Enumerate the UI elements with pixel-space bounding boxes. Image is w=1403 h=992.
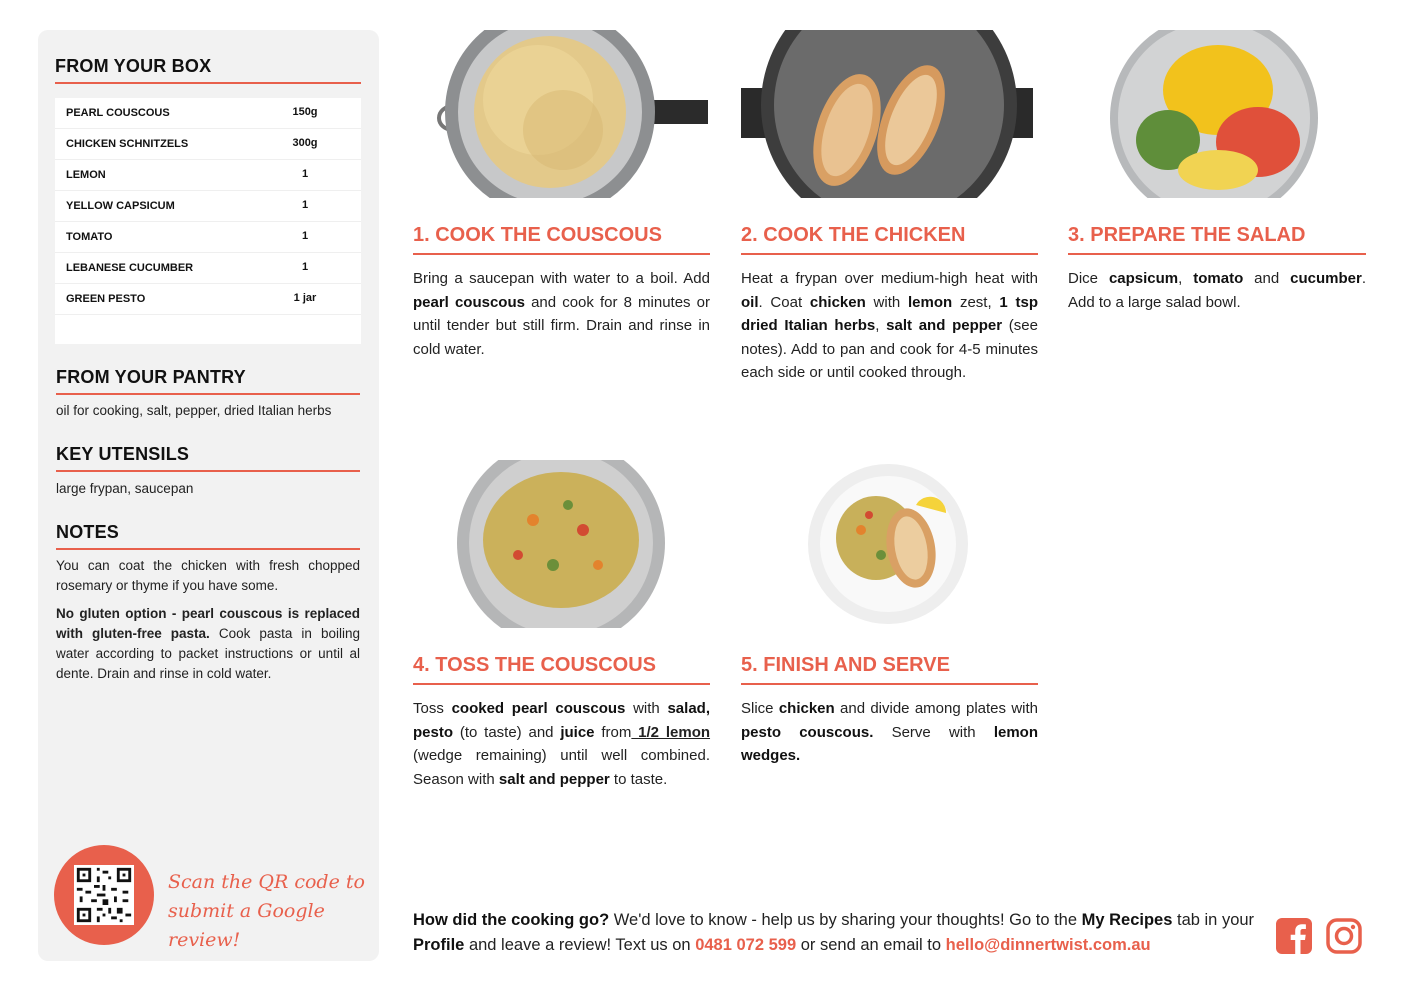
chicken-frypan-photo	[741, 30, 1038, 198]
step-ingredient: salt and pepper	[886, 317, 1003, 334]
qr-badge	[54, 845, 154, 945]
ingredient-name: YELLOW CAPSICUM	[66, 200, 175, 212]
utensils-text: large frypan, saucepan	[56, 481, 194, 496]
ingredient-row	[55, 98, 361, 129]
qr-review-prompt	[168, 868, 368, 955]
ingredient-row	[55, 222, 361, 253]
salad-bowl-photo	[1068, 30, 1365, 198]
step-ingredient: cucumber	[1290, 270, 1362, 287]
step-text: Slice	[741, 700, 779, 717]
pantry-text: oil for cooking, salt, pepper, dried Italian herbs	[56, 403, 332, 418]
step-ingredient: salt and pepper	[498, 770, 610, 788]
step-text: Heat a frypan over medium-high heat with	[741, 270, 1038, 287]
step-text: with	[865, 293, 908, 311]
step-text: and divide among plates with	[834, 700, 1039, 717]
step-text: (to taste) and	[453, 723, 561, 741]
email-link[interactable]: hello@dinnertwist.com.au	[945, 936, 1151, 954]
step-rule	[413, 253, 710, 255]
step-ingredient-underlined: 1/2 lemon	[631, 723, 711, 741]
step-ingredient: lemon wedges.	[741, 723, 1038, 764]
ingredient-qty: 1	[301, 168, 309, 180]
step-3-title: 3. PREPARE THE SALAD	[1068, 224, 1306, 246]
step-text: (wedge remaining) until well combined. Season with	[413, 747, 710, 788]
step-text: Bring a saucepan with water to a boil. Add	[413, 270, 710, 287]
ingredient-row	[55, 160, 361, 191]
step-ingredient: chicken	[809, 293, 866, 311]
gluten-note-bold: No gluten option - pearl couscous is replaced with gluten-free pasta.	[56, 606, 360, 641]
feedback-footer	[413, 908, 1263, 958]
step-text: with	[625, 700, 668, 717]
qr-code-icon[interactable]	[74, 865, 134, 925]
step-5-body	[741, 697, 1038, 768]
step-ingredient: capsicum	[1108, 270, 1179, 287]
step-text: Serve with	[873, 723, 994, 741]
step-ingredient: cooked pearl couscous	[451, 700, 626, 717]
step-text: (see notes). Add to pan and cook for 4-5 minutes each side or until cooked through.	[741, 317, 1038, 381]
step-ingredient: 1 tsp dried Italian herbs	[741, 293, 1039, 334]
step-text: ,	[875, 317, 887, 334]
step-text: . Coat	[758, 293, 810, 311]
footer-text: We'd love to know - help us by sharing your thoughts! Go to the	[609, 911, 1082, 929]
box-ingredients-table	[55, 98, 361, 344]
ingredient-name: GREEN PESTO	[66, 293, 146, 305]
ingredient-row	[55, 284, 361, 315]
step-ingredient: lemon	[907, 293, 953, 311]
notes-text: You can coat the chicken with fresh chopped rosemary or thyme if you have some.	[56, 558, 360, 593]
step-3-body	[1068, 267, 1366, 314]
ingredient-name: CHICKEN SCHNITZELS	[66, 138, 189, 150]
from-your-box-heading: FROM YOUR BOX	[55, 56, 212, 76]
step-ingredient: pearl couscous	[413, 293, 525, 311]
gluten-note	[56, 604, 360, 684]
footer-bold: How did the cooking go?	[413, 911, 610, 929]
step-text: . Add to a large salad bowl.	[1068, 270, 1366, 311]
footer-text: or send an email to	[796, 936, 946, 954]
heading-rule	[56, 470, 360, 472]
ingredient-qty: 1	[301, 199, 309, 211]
step-1-title: 1. COOK THE COUSCOUS	[413, 224, 662, 246]
from-your-pantry-heading: FROM YOUR PANTRY	[56, 367, 246, 387]
couscous-strainer-photo	[413, 30, 710, 198]
key-utensils-heading: KEY UTENSILS	[56, 444, 190, 464]
step-text: Dice	[1068, 270, 1109, 287]
step-ingredient: pesto couscous.	[741, 723, 874, 741]
step-2-body	[741, 267, 1038, 385]
step-4-body	[413, 697, 710, 791]
step-rule	[413, 683, 710, 685]
qr-text-line-1: Scan the QR code to	[168, 871, 365, 893]
ingredients-sidebar	[38, 30, 379, 961]
ingredient-row	[55, 253, 361, 284]
tossed-couscous-photo	[413, 460, 710, 628]
step-text: ,	[1178, 270, 1194, 287]
step-rule	[741, 683, 1038, 685]
step-rule	[741, 253, 1038, 255]
heading-rule	[55, 82, 361, 84]
step-2-title: 2. COOK THE CHICKEN	[741, 224, 966, 246]
notes-heading: NOTES	[56, 522, 120, 542]
heading-rule	[56, 548, 360, 550]
ingredient-name: LEMON	[66, 169, 106, 181]
ingredient-name: LEBANESE CUCUMBER	[66, 262, 194, 274]
step-rule	[1068, 253, 1366, 255]
facebook-icon[interactable]	[1276, 918, 1312, 954]
ingredient-qty: 1	[301, 261, 309, 273]
ingredient-qty: 150g	[292, 106, 318, 118]
step-ingredient: tomato	[1193, 270, 1244, 287]
step-ingredient: salad, pesto	[413, 700, 710, 741]
ingredient-qty: 1 jar	[293, 292, 317, 304]
step-text: Toss	[413, 700, 452, 717]
step-ingredient: juice	[560, 723, 595, 741]
plated-dish-photo	[741, 460, 1038, 628]
heading-rule	[56, 393, 360, 395]
step-text: to taste.	[609, 770, 668, 788]
instagram-icon[interactable]	[1326, 918, 1362, 954]
step-ingredient: oil	[741, 293, 759, 311]
gluten-note-rest: Cook pasta in boiling water according to packet instructions or until al dente. Drain and rinse in cold water.	[56, 626, 360, 681]
ingredient-row	[55, 191, 361, 222]
ingredient-row	[55, 129, 361, 160]
footer-text: and leave a review! Text us on	[464, 936, 696, 954]
step-1-body	[413, 267, 710, 361]
footer-text: tab in your	[1172, 911, 1255, 929]
profile-link[interactable]: Profile	[413, 936, 465, 954]
step-text: from	[594, 723, 632, 741]
step-ingredient: chicken	[778, 700, 835, 717]
ingredient-name: TOMATO	[66, 231, 113, 243]
step-4-title: 4. TOSS THE COUSCOUS	[413, 654, 657, 676]
phone-link[interactable]: 0481 072 599	[695, 936, 797, 954]
my-recipes-link[interactable]: My Recipes	[1081, 911, 1173, 929]
step-5-title: 5. FINISH AND SERVE	[741, 654, 950, 676]
step-text: and cook for 8 minutes or until tender but still firm. Drain and rinse in cold water.	[413, 293, 710, 358]
ingredient-qty: 300g	[292, 137, 318, 149]
ingredient-qty: 1	[301, 230, 309, 242]
step-text: zest,	[952, 293, 1000, 311]
qr-text-line-2: submit a Google review!	[168, 900, 325, 951]
ingredient-name: PEARL COUSCOUS	[66, 107, 170, 119]
step-text: and	[1243, 270, 1291, 287]
